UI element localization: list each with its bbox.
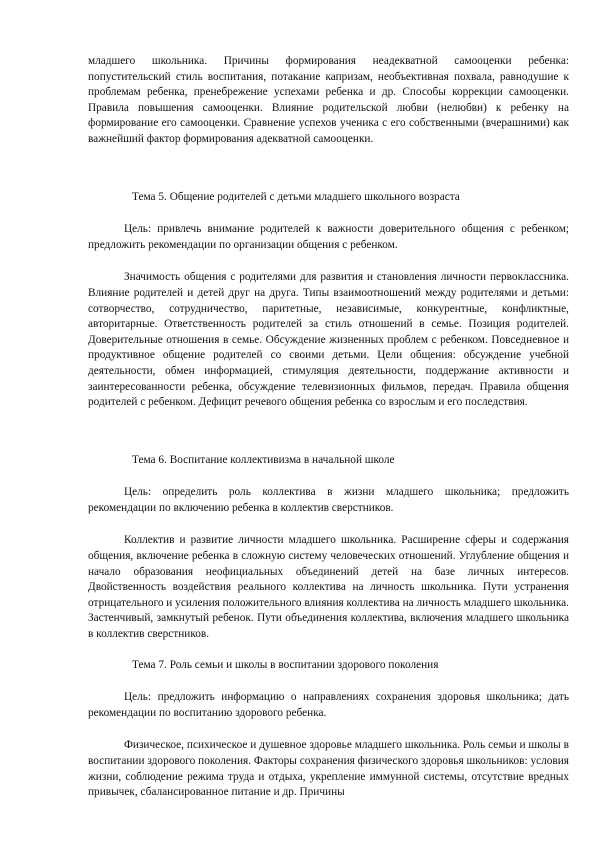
spacer: [88, 148, 569, 190]
topic-7-body: Физическое, психическое и душевное здоровье младшего школьника. Роль семьи и школы в воспитании здорового поколения. Факторы сохранения физического здоровья школьников: условия жизни, соблюдение режима труда и отдыха, укрепление иммунной системы, отсутствие вредных привычек, сбалансированное питание и др. Причины: [88, 739, 569, 799]
topic-6-body: Коллектив и развитие личности младшего школьника. Расширение сферы и содержания общения, включение ребенка в сложную систему человеческих отношений. Углубление общения и начало образования неофициальных объединений детей на базе личных интересов. Двойственность воздействия реального коллектива на личность школьника. Пути устранения отрицательного и усиления положительного влияния коллектива на личность младшего школьника. Застенчивый, замкнутый ребенок. Пути объединения коллектива, включения младшего школьника в коллектив сверстников.: [88, 534, 569, 641]
document-page: [88, 54, 569, 801]
topic-7-title: Тема 7. Роль семьи и школы в воспитании здорового поколения: [132, 658, 439, 671]
spacer: [88, 673, 569, 690]
topic-7-goal: Цель: предложить информацию о направлениях сохранения здоровья школьника; дать рекомендации по воспитанию здорового ребенка.: [88, 691, 569, 719]
spacer: [88, 411, 569, 453]
topic-5-title: Тема 5. Общение родителей с детьми младшего школьного возраста: [132, 190, 460, 203]
topic-6-goal: Цель: определить роль коллектива в жизни младшего школьника; предложить рекомендации по включению ребенка в коллектив сверстников.: [88, 486, 569, 514]
topic-5-body: Значимость общения с родителями для развития и становления личности первоклассника. Влияние родителей и детей друг на друга. Типы взаимоотношений между родителями и детьми: сотворчество, сотрудничество, паритетные, независимые, конкурентные, конфликтные, авторитарные. Ответственность родителей за стиль отношений в семье. Позиция родителей. Доверительные отношения в семье. Обсуждение жизненных проблем с ребенком. Повседневное и продуктивное общение родителей со своими детьми. Цели общения: обсуждение учебной деятельности, обмен информацией, стимуляция деятельности, поддержание активности и заинтересованности ребенка, обсуждение телевизионных фильмов, передач. Правила общения родителей с ребенком. Дефицит речевого общения ребенка со взрослым и его последствия.: [88, 271, 569, 409]
topic-6-title: Тема 6. Воспитание коллективизма в начальной школе: [132, 453, 395, 466]
spacer: [88, 468, 569, 485]
topic-5-goal: Цель: привлечь внимание родителей к важности доверительного общения с ребенком; предложить рекомендации по организации общения с ребенком.: [88, 223, 569, 251]
spacer: [88, 253, 569, 270]
continuation-paragraph: младшего школьника. Причины формирования неадекватной самооценки ребенка: попустительский стиль воспитания, потакание капризам, необъективная похвала, равнодушие к проблемам ребенка, пренебрежение успехами ребенка и др. Способы коррекции самооценки. Правила повышения самооценки. Влияние родительской любви (нелюбви) к ребенку на формирование его самооценки. Сравнение успехов ученика с его собственными (вчерашними) как важнейший фактор формирования адекватной самооценки.: [88, 55, 569, 145]
spacer: [88, 205, 569, 222]
spacer: [88, 721, 569, 738]
spacer: [88, 516, 569, 533]
spacer: [88, 643, 569, 658]
